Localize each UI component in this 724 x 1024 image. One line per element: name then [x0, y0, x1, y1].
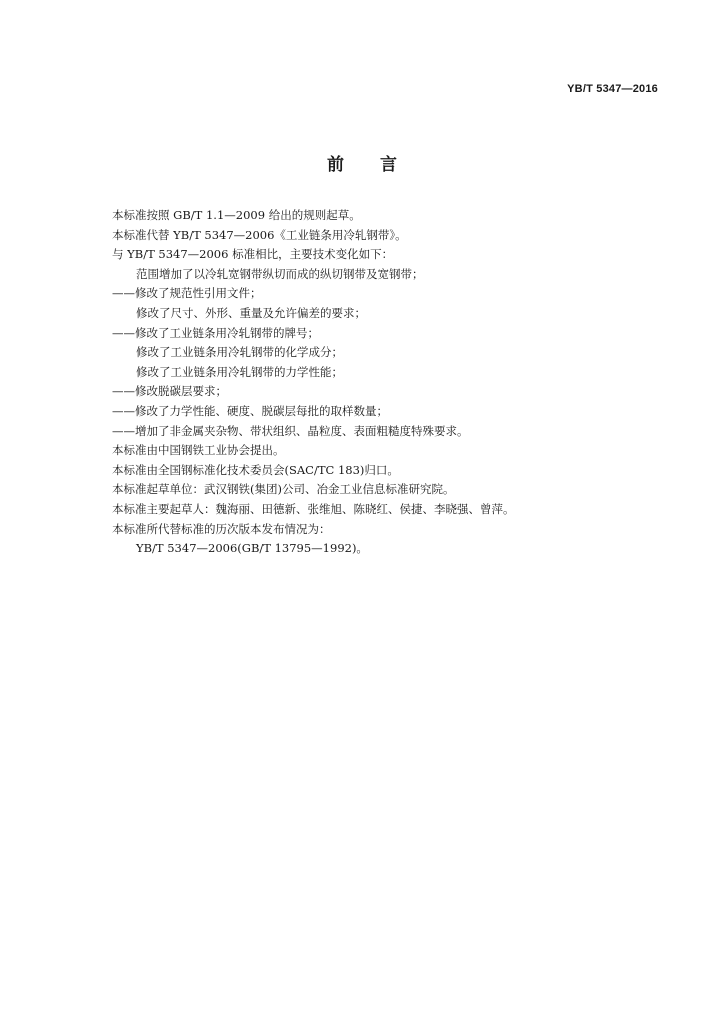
foreword-line: 范围增加了以冷轧宽钢带纵切而成的纵切钢带及宽钢带； [136, 266, 424, 281]
foreword-line: ——修改了力学性能、硬度、脱碳层每批的取样数量； [112, 403, 388, 418]
foreword-line: 本标准由中国钢铁工业协会提出。 [112, 443, 285, 458]
page-title [0, 150, 724, 175]
foreword-line: ——修改脱碳层要求； [112, 384, 227, 399]
foreword-line: YB/T 5347—2006(GB/T 13795—1992)。 [136, 541, 368, 556]
foreword-line: 与 YB/T 5347—2006 标准相比，主要技术变化如下： [112, 247, 394, 262]
title-char-1: 前 [327, 155, 344, 175]
title-char-2: 言 [380, 155, 397, 175]
foreword-line: 本标准起草单位：武汉钢铁(集团)公司、冶金工业信息标准研究院。 [112, 482, 455, 497]
foreword-body [112, 206, 672, 559]
foreword-line: 修改了工业链条用冷轧钢带的力学性能； [136, 364, 343, 379]
foreword-line: 本标准所代替标准的历次版本发布情况为： [112, 521, 331, 536]
foreword-line: 本标准由全国钢标准化技术委员会(SAC/TC 183)归口。 [112, 462, 399, 477]
foreword-line: 本标准代替 YB/T 5347—2006《工业链条用冷轧钢带》。 [112, 227, 407, 242]
document-code: YB/T 5347—2016 [567, 83, 658, 95]
foreword-line: ——修改了规范性引用文件； [112, 286, 262, 301]
foreword-line: ——修改了工业链条用冷轧钢带的牌号； [112, 325, 319, 340]
foreword-line: 修改了工业链条用冷轧钢带的化学成分； [136, 345, 343, 360]
foreword-line: ——增加了非金属夹杂物、带状组织、晶粒度、表面粗糙度特殊要求。 [112, 423, 469, 438]
foreword-line: 本标准按照 GB/T 1.1—2009 给出的规则起草。 [112, 208, 361, 222]
foreword-line: 本标准主要起草人：魏海丽、田德新、张维旭、陈晓红、侯捷、李晓强、曾萍。 [112, 501, 515, 516]
foreword-line: 修改了尺寸、外形、重量及允许偏差的要求； [136, 305, 366, 320]
